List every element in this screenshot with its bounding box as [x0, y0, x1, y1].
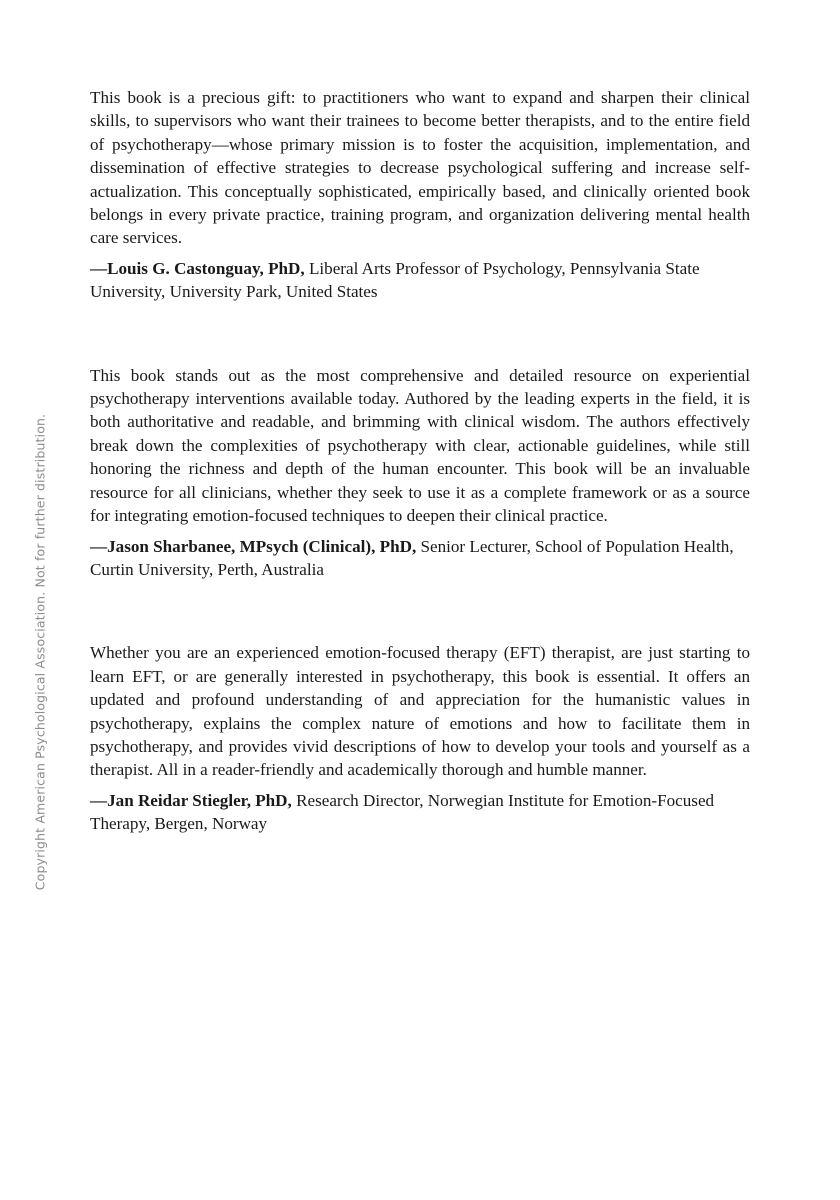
endorser-affiliation: Research Director, Norwegian Institute for Emotion-Focused Therapy, Bergen, Norway	[90, 790, 715, 834]
endorsement-attribution	[90, 257, 750, 304]
endorsement-text: Whether you are an experienced emotion-focused therapy (EFT) therapist, are just starting to learn EFT, or are generally interested in psychotherapy, this book is essential. It offers an updated and profound understanding of and appreciation for the humanistic values in psychotherapy, explains the complex nature of emotions and how to facilitate them in psychotherapy, and provides vivid descriptions of how to develop your tools and yourself as a therapist. All in a reader-friendly and academically thorough and humble manner.	[90, 643, 750, 780]
endorser-affiliation: Senior Lecturer, School of Population Health, Curtin University, Perth, Australia	[90, 536, 734, 579]
endorsement-sharbanee	[90, 364, 750, 582]
endorser-name: —Louis G. Castonguay, PhD,	[90, 258, 305, 278]
endorsement-attribution	[90, 789, 750, 836]
endorser-affiliation: Liberal Arts Professor of Psychology, Pennsylvania State University, University Park, United States	[90, 258, 700, 302]
endorsement-attribution	[90, 535, 750, 582]
endorsement-stiegler	[90, 641, 750, 835]
endorsement-text: This book stands out as the most comprehensive and detailed resource on experiential psychotherapy interventions available today. Authored by the leading experts in the field, it is both authoritative and readable, and brimming with clinical wisdom. The authors effectively break down the complexities of psychotherapy with clear, actionable guidelines, while still honoring the richness and depth of the human encounter. This book will be an invaluable resource for all clinicians, whether they seek to use it as a complete framework or as a source for integrating emotion-focused techniques to deepen their clinical practice.	[90, 365, 750, 526]
endorser-name: —Jason Sharbanee, MPsych (Clinical), PhD,	[90, 536, 417, 556]
endorsements	[90, 86, 750, 836]
copyright-side-note: Copyright American Psychological Association. Not for further distribution.	[32, 413, 48, 891]
endorser-name: —Jan Reidar Stiegler, PhD,	[90, 790, 292, 810]
endorsement-text: This book is a precious gift: to practitioners who want to expand and sharpen their clinical skills, to supervisors who want their trainees to become better therapists, and to the entire field of psychotherapy—whose primary mission is to foster the acquisition, implementation, and dissemination of effective strategies to decrease psychological suffering and increase self-actualization. This conceptually sophisticated, empirically based, and clinically oriented book belongs in every private practice, training program, and organization delivering mental health care services.	[90, 88, 750, 248]
endorsement-castonguay	[90, 86, 750, 304]
